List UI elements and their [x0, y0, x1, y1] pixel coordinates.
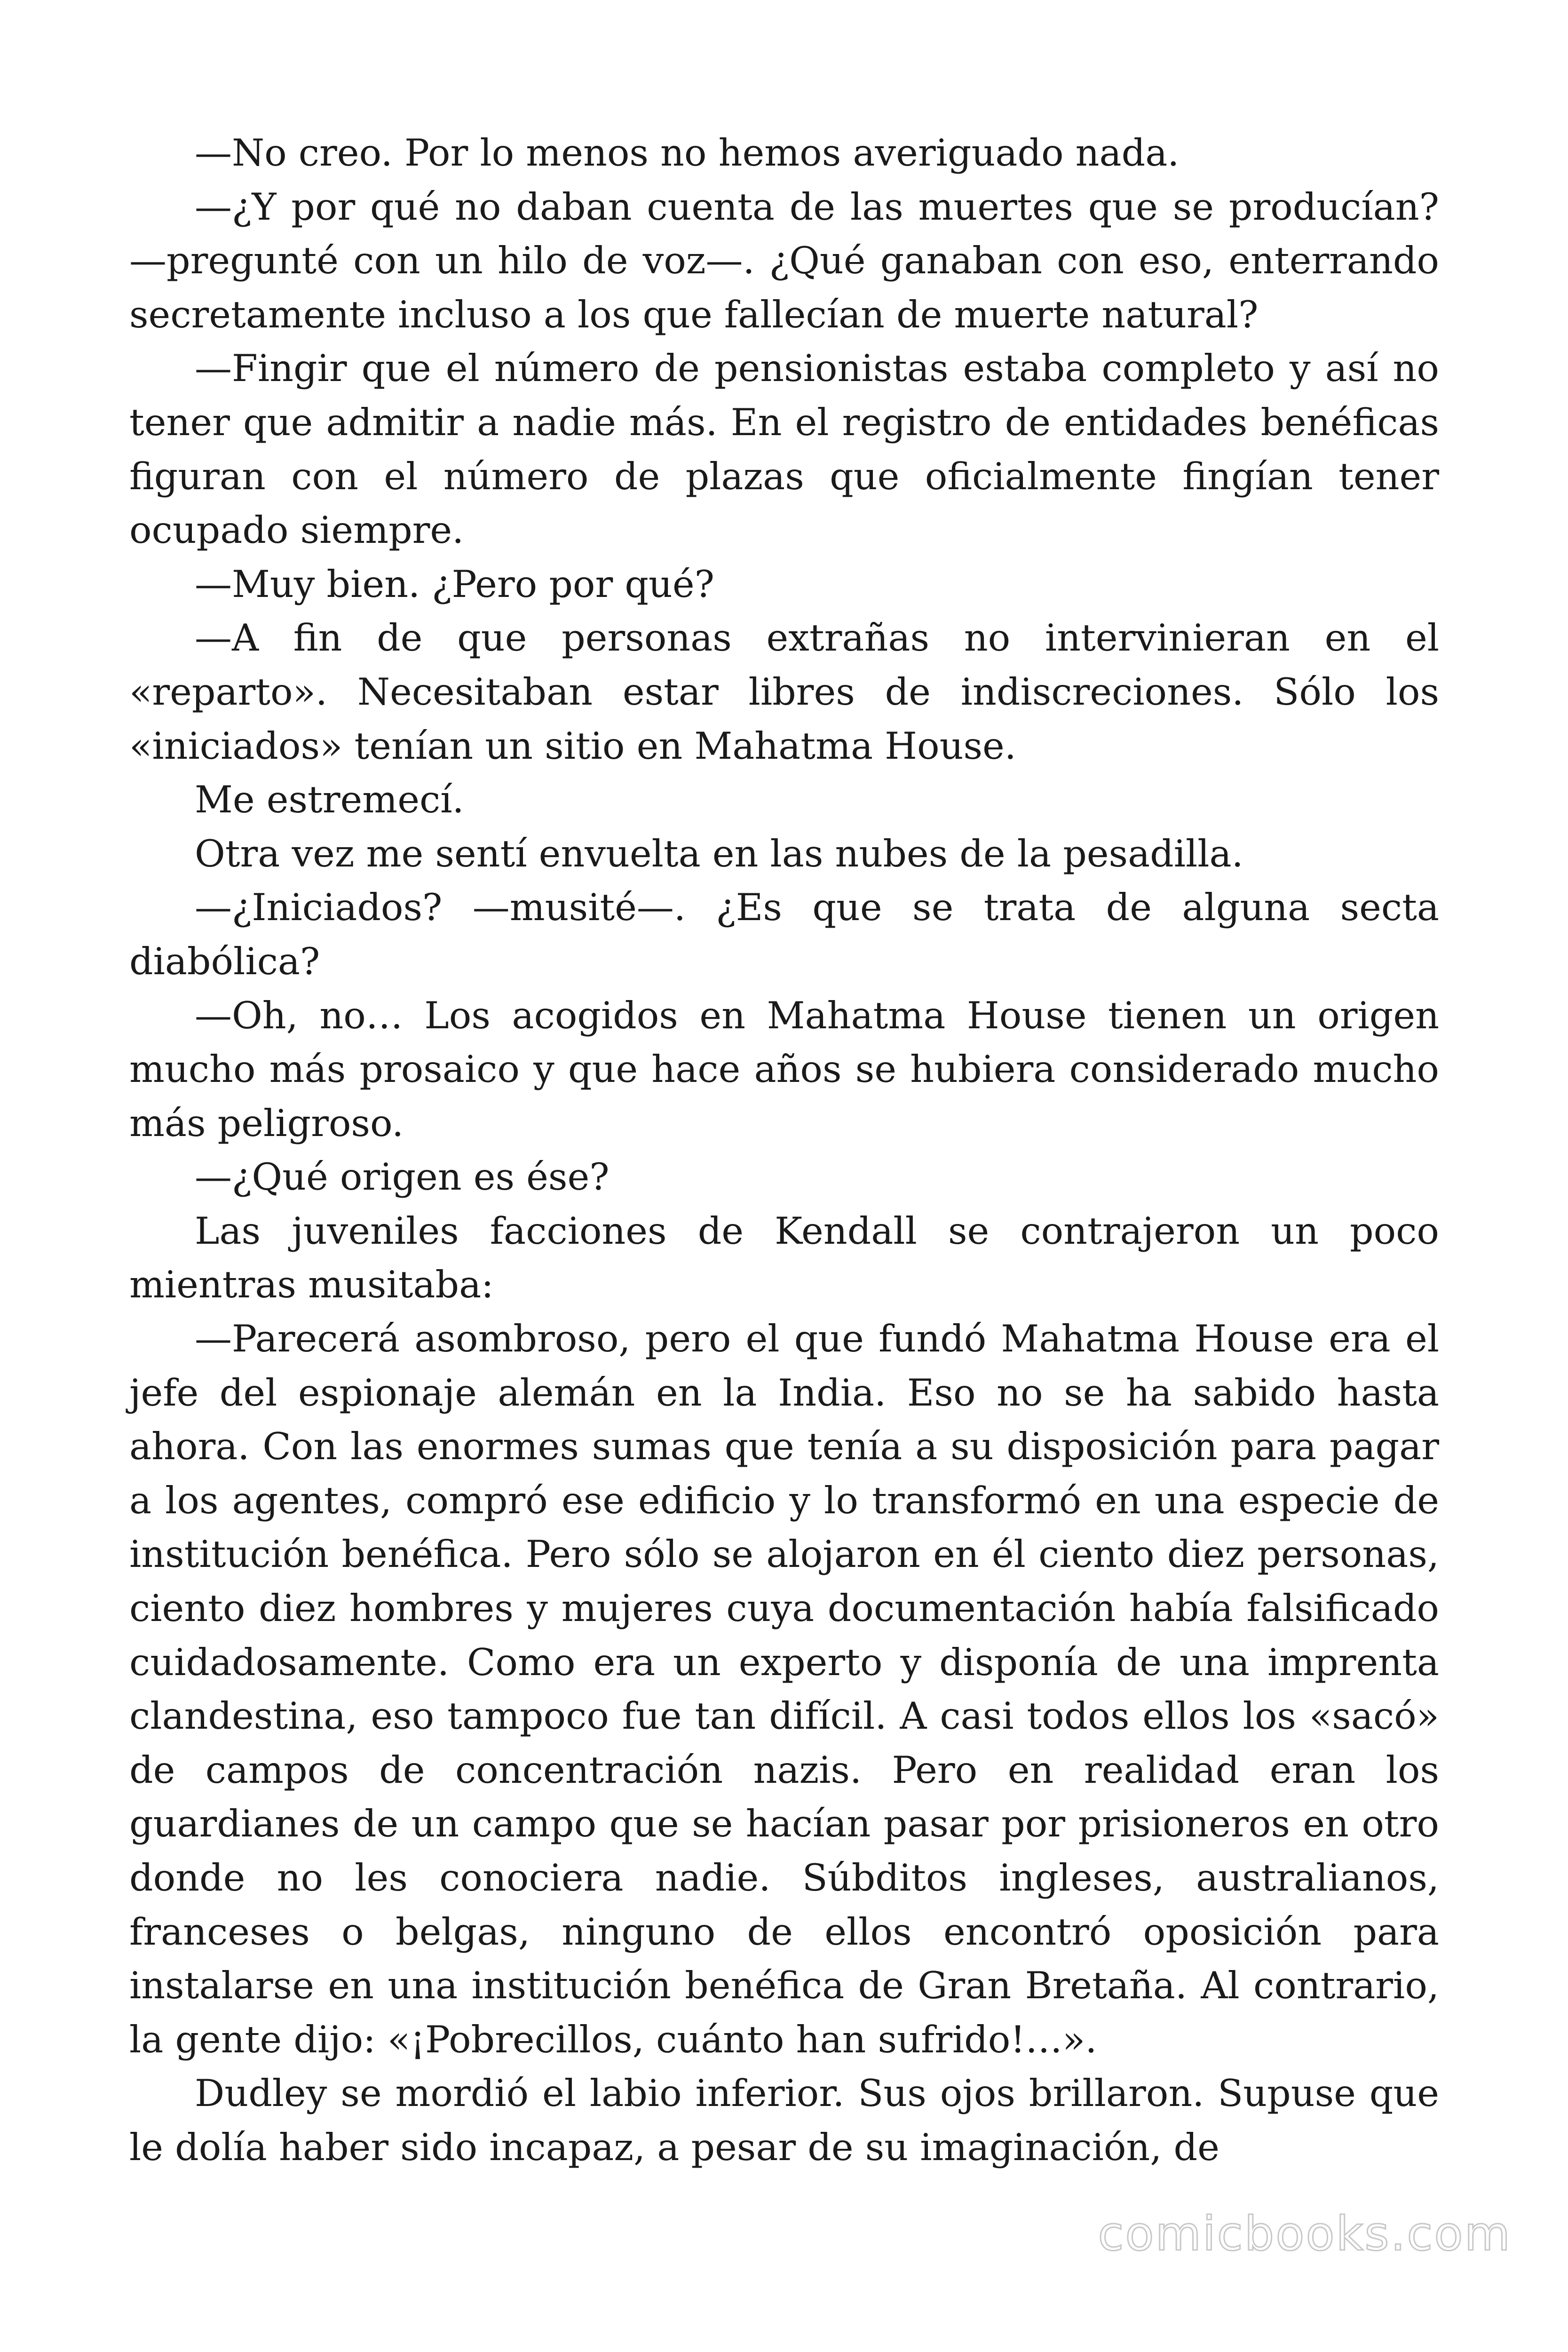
paragraph: Las juveniles facciones de Kendall se contrajeron un poco mientras musitaba: [129, 1209, 1439, 1307]
paragraph: —Oh, no… Los acogidos en Mahatma House tienen un origen mucho más prosaico y que hace años se hubiera considerado mucho más peligroso. [129, 993, 1439, 1145]
paragraph: Dudley se mordió el labio inferior. Sus ojos brillaron. Supuse que le dolía haber sido incapaz, a pesar de su imaginación, de [129, 2072, 1439, 2169]
body-text [129, 126, 1439, 2175]
paragraph: —Parecerá asombroso, pero el que fundó Mahatma House era el jefe del espionaje alemán en la India. Eso no se ha sabido hasta ahora. Con las enormes sumas que tenía a su disposición para pagar a los agentes, compró ese edificio y lo transformó en una especie de institución benéfica. Pero sólo se alojaron en él ciento diez personas, ciento diez hombres y mujeres cuya documentación había falsificado cuidadosamente. Como era un experto y disponía de una imprenta clandestina, eso tampoco fue tan difícil. A casi todos ellos los «sacó» de campos de concentración nazis. Pero en realidad eran los guardianes de un campo que se hacían pasar por prisioneros en otro donde no les conociera nadie. Súbditos ingleses, australianos, franceses o belgas, ninguno de ellos encontró oposición para instalarse en una institución benéfica de Gran Bretaña. Al contrario, la gente dijo: «¡Pobrecillos, cuánto han sufrido!…». [129, 1317, 1439, 2061]
paragraph: Me estremecí. [195, 778, 464, 822]
paragraph: —No creo. Por lo menos no hemos averiguado nada. [195, 131, 1180, 175]
paragraph: —A fin de que personas extrañas no intervinieran en el «reparto». Necesitaban estar libres de indiscreciones. Sólo los «iniciados» tenían un sitio en Mahatma House. [129, 616, 1439, 768]
paragraph: —¿Qué origen es ése? [195, 1155, 610, 1199]
paragraph: —¿Y por qué no daban cuenta de las muertes que se producían? —pregunté con un hilo de voz—. ¿Qué ganaban con eso, enterrando secretamente incluso a los que fallecían de muerte natural? [129, 185, 1439, 336]
paragraph: —Fingir que el número de pensionistas estaba completo y así no tener que admitir a nadie más. En el registro de entidades benéficas figuran con el número de plazas que oficialmente fingían tener ocupado siempre. [129, 347, 1439, 552]
paragraph: —¿Iniciados? —musité—. ¿Es que se trata de alguna secta diabólica? [129, 886, 1439, 983]
paragraph: —Muy bien. ¿Pero por qué? [195, 562, 714, 606]
paragraph: Otra vez me sentí envuelta en las nubes de la pesadilla. [195, 832, 1243, 875]
watermark: comicbooks.com [1098, 2206, 1512, 2261]
